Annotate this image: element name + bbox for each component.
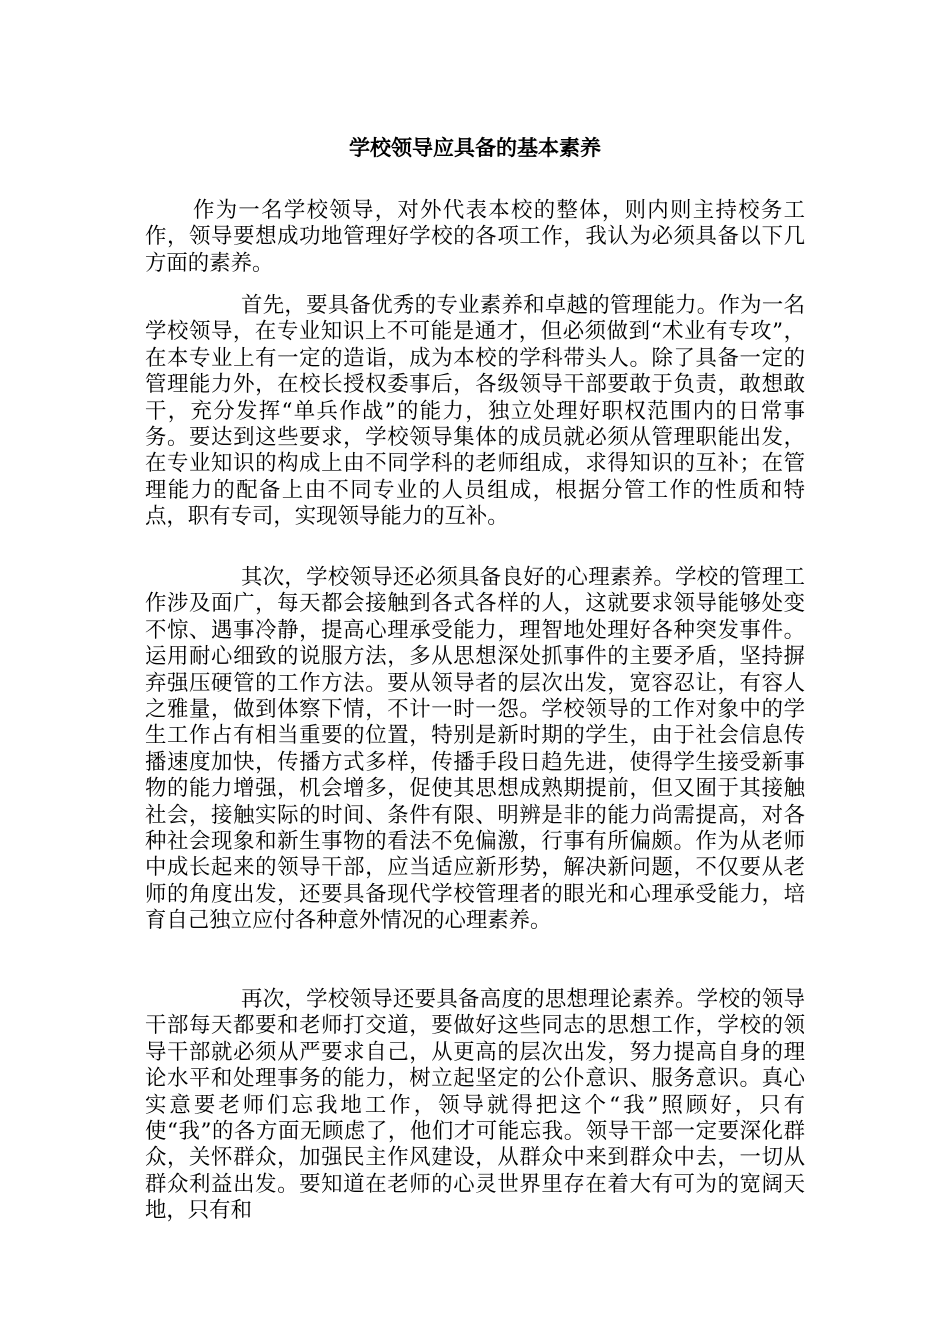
document-title: 学校领导应具备的基本素养: [349, 136, 601, 160]
paragraph-intro: 作为一名学校领导，对外代表本校的整体，则内则主持校务工作，领导要想成功地管理好学校的各项工作，我认为必须具备以下几方面的素养。: [145, 198, 805, 276]
paragraph-professional-competence: 首先，要具备优秀的专业素养和卓越的管理能力。作为一名学校领导，在专业知识上不可能是通才，但必须做到“术业有专攻”，在本专业上有一定的造诣，成为本校的学科带头人。除了具备一定的管理能力外，在校长授权委事后，各级领导干部要敢于负责，敢想敢干，充分发挥“单兵作战”的能力，独立处理好职权范围内的日常事务。要达到这些要求，学校领导集体的成员就必须从管理职能出发，在专业知识的构成上由不同学科的老师组成，求得知识的互补；在管理能力的配备上由不同专业的人员组成，根据分管工作的性质和特点，职有专司，实现领导能力的互补。: [145, 293, 805, 530]
paragraph-ideological-theory: 再次，学校领导还要具备高度的思想理论素养。学校的领导干部每天都要和老师打交道，要做好这些同志的思想工作，学校的领导干部就必须从严要求自己，从更高的层次出发，努力提高自身的理论水平和处理事务的能力，树立起坚定的公仆意识、服务意识。真心实意要老师们忘我地工作，领导就得把这个“我”照顾好，只有使“我”的各方面无顾虑了，他们才可能忘我。领导干部一定要深化群众，关怀群众，加强民主作风建设，从群众中来到群众中去，一切从群众利益出发。要知道在老师的心灵世界里存在着大有可为的宽阔天地，只有和: [145, 987, 805, 1224]
paragraph-psychological-quality: 其次，学校领导还必须具备良好的心理素养。学校的管理工作涉及面广，每天都会接触到各式各样的人，这就要求领导能够处变不惊、遇事冷静，提高心理承受能力，理智地处理好各种突发事件。运用耐心细致的说服方法，多从思想深处抓事件的主要矛盾，坚持摒弃强压硬管的工作方法。要从领导者的层次出发，宽容忍让，有容人之雅量，做到体察下情，不计一时一怨。学校领导的工作对象中的学生工作占有相当重要的位置，特别是新时期的学生，由于社会信息传播速度加快，传播方式多样，传播手段日趋先进，使得学生接受新事物的能力增强，机会增多，促使其思想成熟期提前，但又囿于其接触社会，接触实际的时间、条件有限、明辨是非的能力尚需提高，对各种社会现象和新生事物的看法不免偏激，行事有所偏颇。作为从老师中成长起来的领导干部，应当适应新形势，解决新问题，不仅要从老师的角度出发，还要具备现代学校管理者的眼光和心理承受能力，培育自己独立应付各种意外情况的心理素养。: [145, 565, 805, 934]
